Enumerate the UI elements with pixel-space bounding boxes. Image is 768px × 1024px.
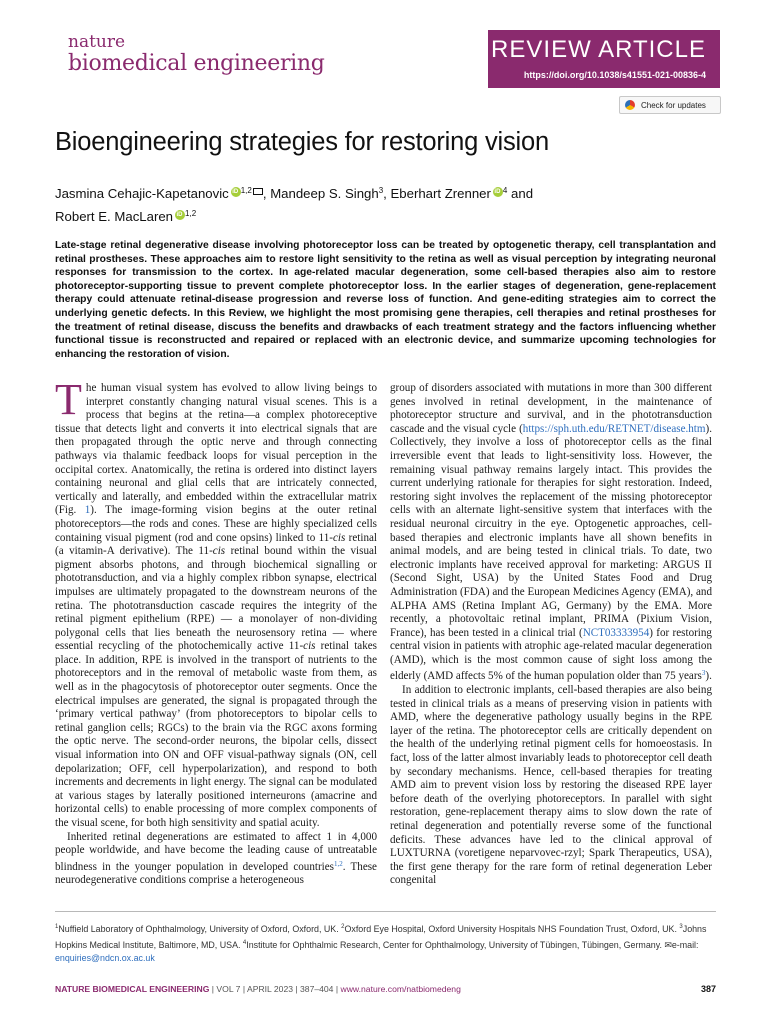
affiliation-marker: 1,2	[240, 186, 252, 195]
body-text: ). Collectively, they involve a loss of photoreceptor cells as the final irreversible event that leads to light-sensitivity loss. However, the remaining visual pathway remains largely intact. This provides the current underlying rationale for therapies for sight restoration. Indeed, restoring sight involves the replacement of the missing photoreceptor cells with an alternate light-sensitive system that interfaces with the residual neuronal circuitry in the eye. Optogenetic approaches, cell-based therapies and electronic implants have all shown benefits in animal models, and are being tested in clinical trials. To date, two electronic implants have received approval for marketing: ARGUS II (Second Sight, USA) by the United States Food and Drug Administration (FDA) and the European Medicines Agency (EMA), and ALPHA AMS (Retina Implant AG, Germany) by the EMA. More recently, a photovoltaic retinal implant, PRIMA (Pixium Vision, France), has been tested in a clinical trial (	[390, 422, 712, 639]
email-link[interactable]: enquiries@ndcn.ox.ac.uk	[55, 953, 155, 964]
crossmark-icon	[625, 100, 635, 110]
affiliation-number: 1	[55, 924, 59, 930]
affiliation-number: 3	[679, 924, 683, 930]
body-text: Inherited retinal degenerations are estimated to affect 1 in 4,000 people worldwide, and have become the leading cause of untreatable blindness in the younger population in developed countries	[55, 830, 377, 873]
drop-cap: T	[55, 375, 82, 424]
body-text: ). The image-forming vision begins at the outer retinal photoreceptors—the rods and cones. These are highly specialized cells containing visual pigment (rod and cone opsins) linked to 11-	[55, 504, 377, 544]
email-icon[interactable]	[253, 188, 263, 195]
author-name[interactable]: Eberhart Zrenner	[390, 186, 491, 201]
email-label: e-mail:	[671, 939, 699, 950]
clinical-trial-link[interactable]: NCT03333954	[582, 626, 650, 639]
affiliation-text: Nuffield Laboratory of Ophthalmology, University of Oxford, Oxford, UK.	[58, 924, 342, 934]
article-type-label: REVIEW ARTICLE	[491, 36, 706, 63]
retnet-link[interactable]: https://sph.uth.edu/RETNET/disease.htm	[522, 422, 706, 435]
doi-link[interactable]: https://doi.org/10.1038/s41551-021-00836-4	[523, 70, 706, 80]
reference-link[interactable]: 1,2	[334, 859, 343, 868]
author-name[interactable]: Mandeep S. Singh	[270, 186, 379, 201]
footnote-divider	[55, 911, 716, 912]
italic-term: cis	[212, 545, 226, 558]
body-text: ) for restoring central vision in patients with atrophic age-related macular degeneration (AMD), which is the most common cause of sight loss among the elderly (AMD affects 5% of the human population older than 75 years	[390, 626, 712, 683]
reference-link[interactable]: 3	[701, 669, 706, 678]
article-title: Bioengineering strategies for restoring vision	[55, 128, 549, 156]
check-for-updates-label: Check for updates	[641, 100, 706, 110]
affiliation-marker: 3	[378, 186, 384, 195]
author-name[interactable]: Robert E. MacLaren	[55, 209, 174, 224]
body-paragraph	[55, 375, 378, 831]
body-paragraph: In addition to electronic implants, cell-based therapies are also being tested in clinical trials as a means of preserving vision in patients with AMD, where the degenerative pathology usually begins in the RPE layer of the retina. The photoreceptor cells are critically dependent on the health of the underlying retinal pigment cells for homoeostasis. In fact, loss of the latter almost invariably leads to photoreceptor cell death by secondary mechanisms. Hence, cell-based therapies for treating AMD aim to prevent vision loss by restoring the diseased RPE layer before death of the overlying photoreceptors. In parallel with sight restoration, gene-replacement therapy aims to slow down the rate of retinal degeneration and potentially reverse some of the functional deficits. These advances have led to the clinical approval of LUXTURNA (voretigene neparvovec-rzyl; Spark Therapeutics, USA), the first gene therapy for the rare form of retinal degeneration Leber congenital	[390, 684, 712, 887]
affiliation-marker: 4	[502, 186, 508, 195]
check-for-updates-button[interactable]	[619, 96, 721, 114]
affiliation-number: 2	[341, 924, 345, 930]
footer-journal: NATURE BIOMEDICAL ENGINEERING	[55, 984, 210, 994]
affiliation-text: Institute for Ophthalmic Research, Center for Ophthalmology, University of Tübingen, Tübingen, Germany.	[246, 939, 665, 950]
author-separator: ,	[262, 186, 271, 201]
author-conjunction: and	[507, 186, 534, 201]
body-text: ).	[705, 670, 712, 683]
body-text: retinal (a vitamin-A derivative). The 11-	[55, 531, 378, 558]
italic-term: cis	[333, 531, 346, 544]
page-number: 387	[700, 984, 716, 994]
body-text: he human visual system has evolved to allow living beings to interpret constantly changing natural visual scenes. This is a process that begins at the retina—a complex photoreceptive tissue that detects light and converts it into electrical signals that are then propagated through the optic nerve and through connecting pathways via thalamic feedback loops for visual perception in the occipital cortex. Anatomically, the retina is ordered into distinct layers containing neuronal and glial cells that are intricately connected, vertically and laterally, and embedded within the extracellular matrix (Fig.	[55, 382, 377, 517]
body-text: group of disorders associated with mutations in more than 300 different genes involved in retinal development, in the maintenance of photoreceptor structure and survival, and in the phototransduction cascade and the visual cycle (	[390, 382, 712, 435]
body-column-right	[390, 382, 712, 888]
footer-volume: | VOL 7 | APRIL 2023 | 387–404 |	[209, 984, 341, 994]
affiliation-text: Oxford Eye Hospital, Oxford University Hospitals NHS Foundation Trust, Oxford, UK.	[344, 924, 680, 934]
affiliation-marker: 1,2	[185, 209, 197, 218]
body-text: retinal takes place. In addition, RPE is involved in the transport of nutrients to the photoreceptors and in the removal of metabolic waste from them, as well as in the phagocytosis of photoreceptor outer segments. Once the electrical impulses are generated, the signal is propagated through the ‘primary vertical pathway’ (from photoreceptors to bipolar cells to retinal ganglion cells; RGCs) to the brain via the RGC axons forming the optic nerve. The second-order neurons, the bipolar cells, dissect visual information into ON and OFF visual-pathway signals (ON, cell depolarization; OFF, cell hyperpolarization), and respond to both increments and decrements in light energy. The signal can be modulated at various stages by laterally positioned interneurons (amacrine and horizontal cells) to enable processing of more complex components of the visual scene, for both high sensitivity and spatial acuity.	[55, 640, 377, 829]
body-text: retinal bound within the visual pigment absorbs photons, and through biochemical signalling or phototransduction, and via a highly complex ribbon synapse, electrical impulses are ultimately propagated to the downstream neurons of the retina. The phototransduction cascade requires the integrity of the retinal pigment epithelium (RPE) — a monolayer of non-dividing polygonal cells that lies beneath the neurosensory retina — where essential recycling of the photochemically active 11-	[55, 545, 377, 653]
journal-brand-top: nature	[68, 32, 126, 52]
footer-url[interactable]: www.nature.com/natbiomedeng	[340, 984, 461, 994]
body-column-left	[55, 375, 378, 888]
affiliation-text: Johns Hopkins Medical Institute, Baltimore, MD, USA.	[55, 924, 707, 950]
body-paragraph	[55, 831, 377, 888]
body-text: . These neurodegenerative conditions comprise a heterogeneous	[55, 860, 377, 887]
abstract: Late-stage retinal degenerative disease involving photoreceptor loss can be treated by optogenetic therapy, cell transplantation and retinal prostheses. These approaches aim to restore light sensitivity to the retina as well as visual perception by integrating neuronal responses for transmission to the cortex. In age-related macular degeneration, some cell-based therapies also aim to restore photoreceptor-supporting tissue to prevent complete photoreceptor loss. In the earlier stages of degeneration, gene-replacement therapy could attenuate retinal-disease progression and reverse loss of function. And gene-editing strategies aim to correct the underlying genetic defects. In this Review, we highlight the most promising gene therapies, cell therapies and retinal prostheses for the treatment of retinal disease, discuss the benefits and drawbacks of each treatment strategy and the factors influencing whether functional tissue is reconstructed and repaired or replaced with an electronic device, and summarize upcoming technologies for enhancing the restoration of vision.	[55, 240, 716, 360]
author-name[interactable]: Jasmina Cehajic-Kapetanovic	[55, 186, 229, 201]
footer-citation	[55, 984, 461, 994]
body-paragraph	[390, 382, 712, 684]
email-icon: ✉	[664, 939, 672, 950]
affiliation-number: 4	[242, 939, 247, 946]
journal-brand-main: biomedical engineering	[68, 51, 325, 76]
orcid-icon[interactable]	[231, 187, 241, 197]
article-type-banner	[488, 30, 720, 88]
orcid-icon[interactable]	[175, 210, 185, 220]
author-separator: ,	[383, 186, 391, 201]
author-list	[55, 181, 715, 227]
affiliations-footnote	[55, 921, 716, 966]
orcid-icon[interactable]	[493, 187, 503, 197]
journal-header	[0, 0, 768, 90]
figure-link[interactable]: 1	[84, 504, 91, 517]
italic-term: cis	[303, 640, 316, 653]
page-footer	[55, 984, 716, 996]
